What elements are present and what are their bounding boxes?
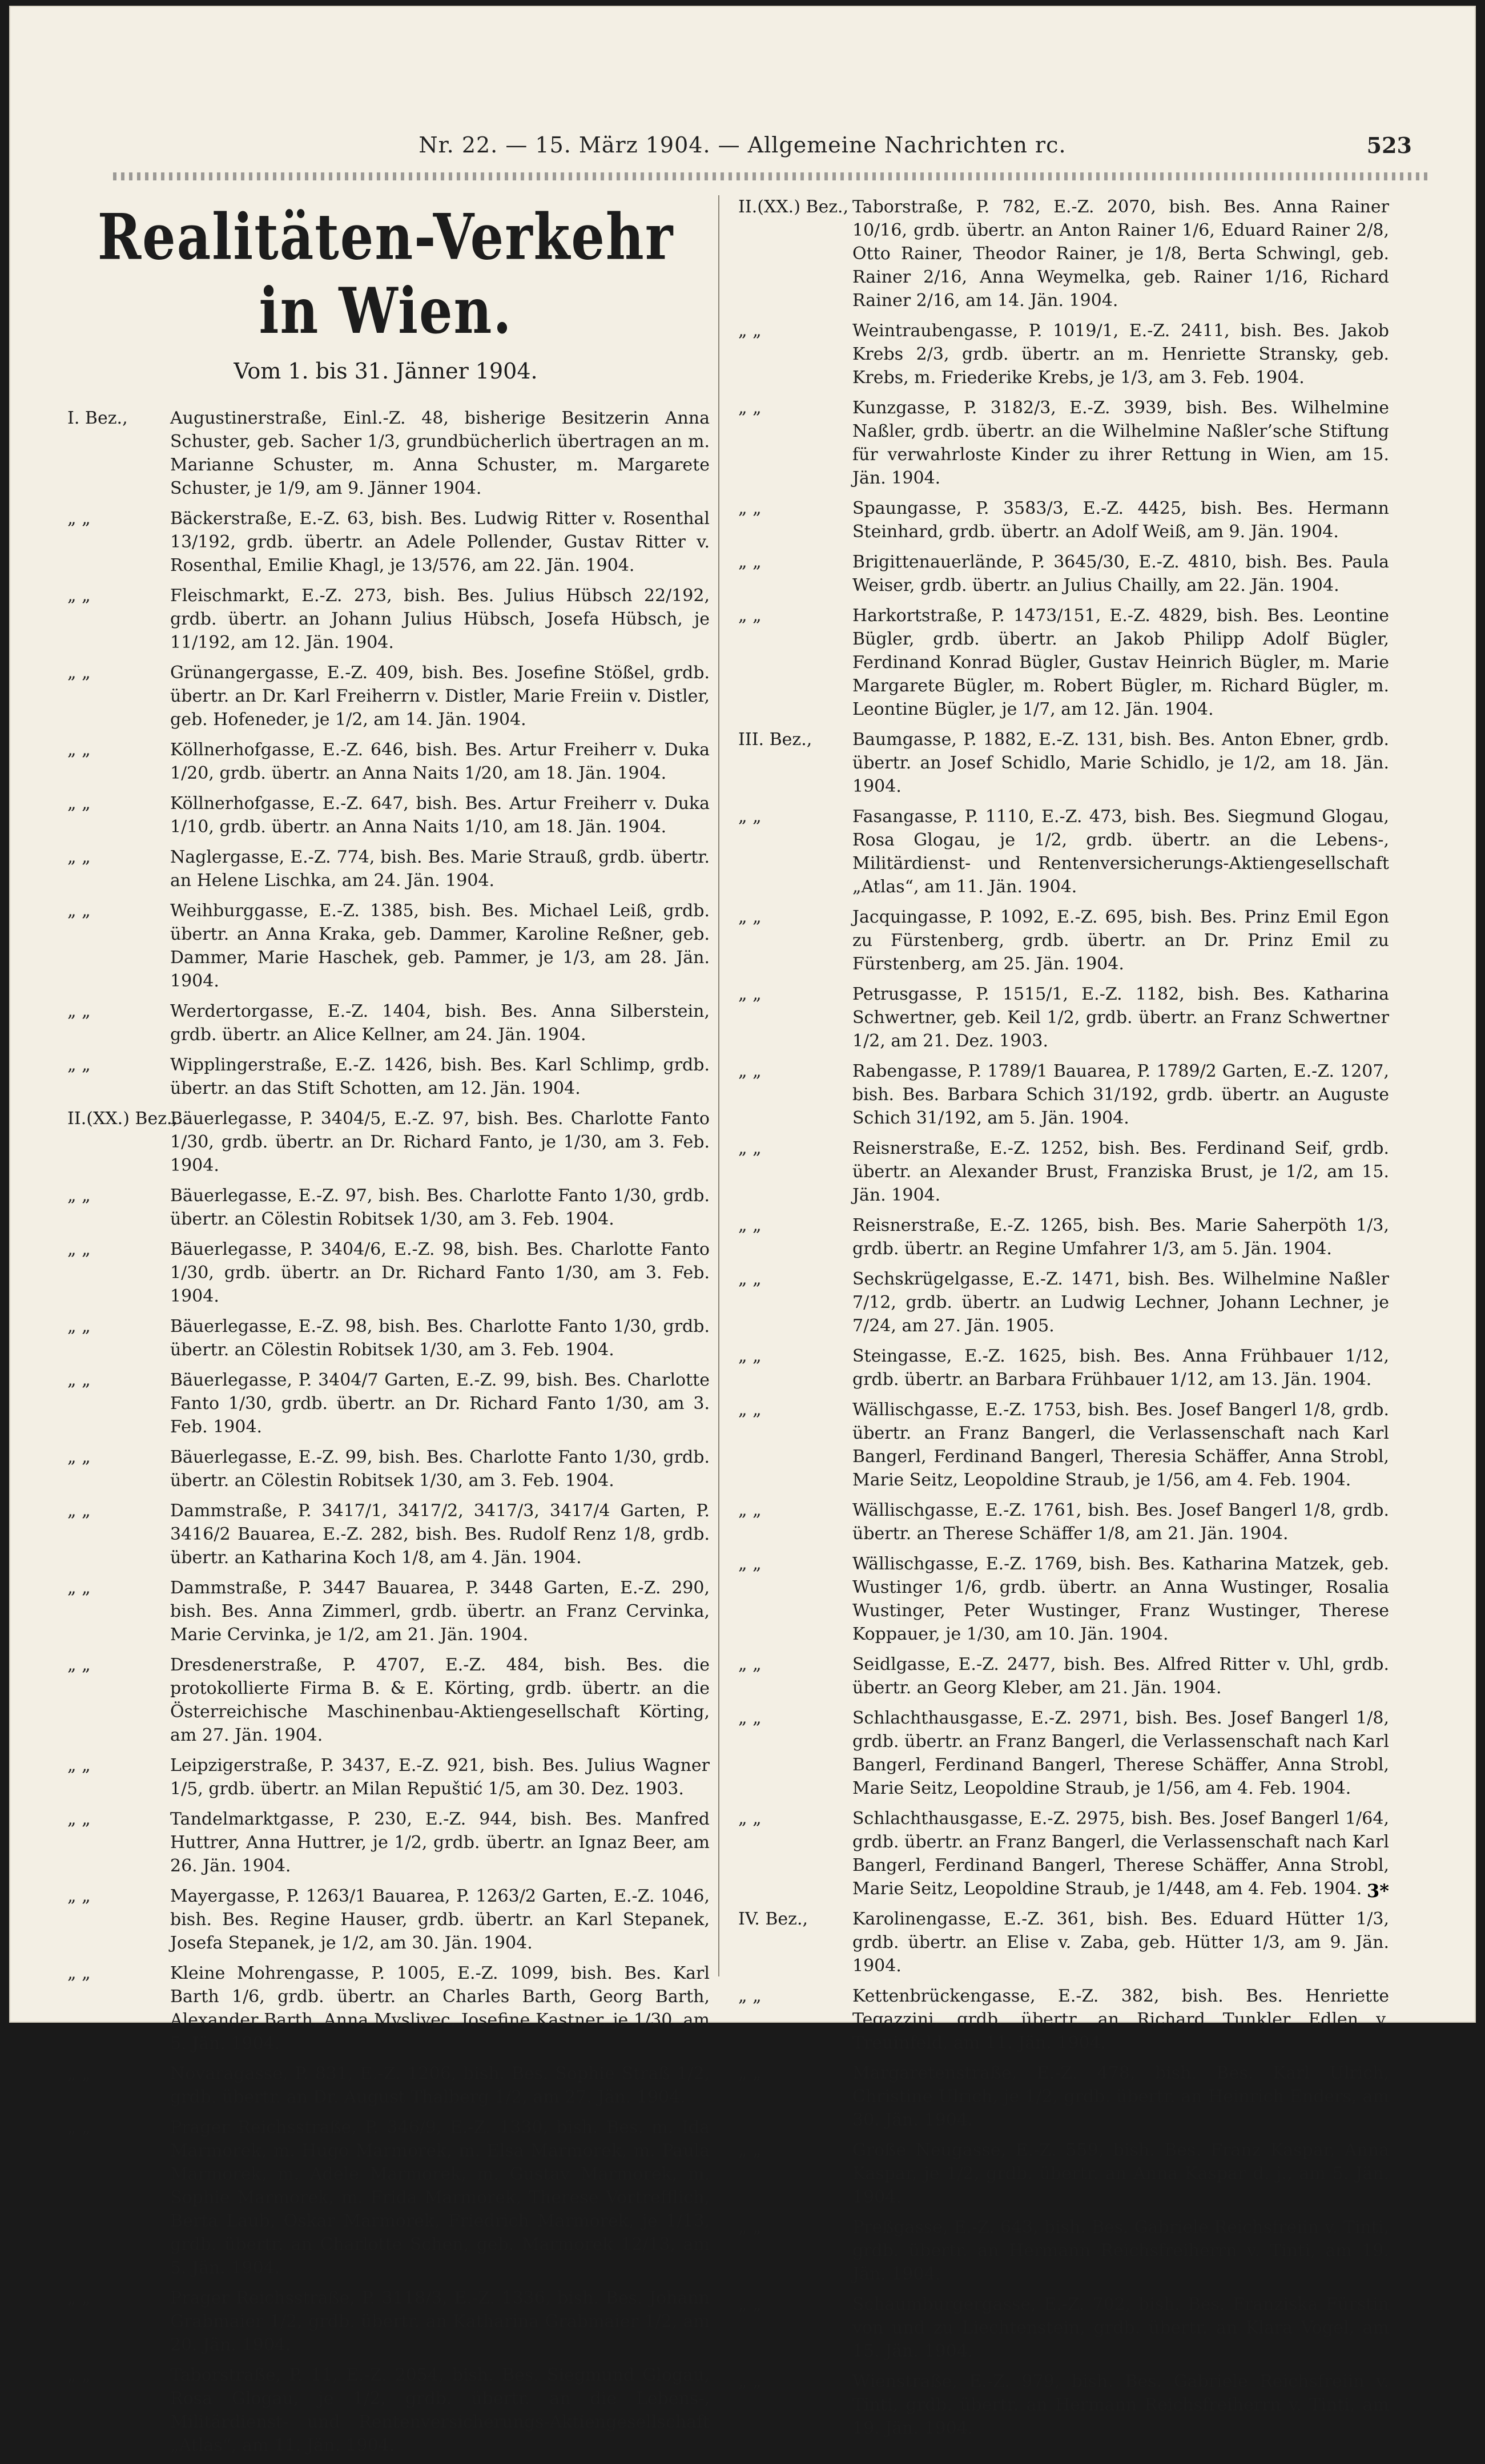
entry-text: Schaumburgergasse, E.-Z. 702, bish. Bes. Franziska Fürstin von und zu Liechtenstein, grdb. übertr. an Klara Vogel, am 15. Jän. 1904. xyxy=(852,2294,1389,2361)
entry-text: Fleischmarkt, E.-Z. 273, bish. Bes. Julius Hübsch 22/192, grdb. übertr. an Johann Julius Hübsch, Josefa Hübsch, je 11/192, am 12. Jän. 1904. xyxy=(170,586,710,653)
entry-text: Bäuerlegasse, P. 3404/7 Garten, E.-Z. 99, bish. Bes. Charlotte Fanto 1/30, grdb. übertr. an Dr. Richard Fanto 1/30, am 3. Feb. 1904. xyxy=(170,1370,710,1437)
list-item xyxy=(733,195,1389,312)
entry-text: Sechskrügelgasse, E.-Z. 1471, bish. Bes. Wilhelmine Naßler 7/12, grdb. übertr. an Ludwig Lechner, Johann Lechner, je 7/24, am 27. Jän. 1905. xyxy=(852,1269,1389,1336)
entry-text: Kettenbrückengasse, E.-Z. 382, bish. Bes. Henriette Tegazzini, grdb. übertr. an Richard Tunkler Edlen v. Treuinfeld, am 11. Jän. 1904. xyxy=(852,1986,1389,2053)
list-item xyxy=(62,1653,710,1747)
list-item xyxy=(62,1238,710,1308)
entry-text: Dammstraße, P. 3447 Bauarea, P. 3448 Garten, E.-Z. 290, bish. Bes. Anna Zimmerl, grdb. übertr. an Franz Cervinka, Marie Cervinka, je 1/2, am 21. Jän. 1904. xyxy=(170,1578,710,1645)
entry-district: „ „ xyxy=(67,663,91,683)
entry-district: „ „ xyxy=(67,901,91,921)
entry-district: „ „ xyxy=(67,1756,91,1775)
entry-district: „ „ xyxy=(738,606,762,626)
entry-text: Preßgasse, E.-Z. 643, bish. Bes. Gabriele Reichsfreiin v. Tinti, grdb. übertr. an Hermann Reichsfreiherrn v. Tinti, am 19. Jän. 1904. xyxy=(852,2217,1389,2284)
list-item xyxy=(733,1552,1389,1646)
header-rule xyxy=(113,172,1429,180)
entry-text: Harkortstraße, P. 1473/151, E.-Z. 4829, bish. Bes. Leontine Bügler, grdb. übertr. an Jakob Philipp Adolf Bügler, Ferdinand Konrad Bügler, Gustav Heinrich Bügler, m. Marie Margarete Bügler, m. Robert Bügler, m. Richard Bügler, m. Leontine Bügler, je 1/7, am 12. Jän. 1904. xyxy=(852,606,1389,719)
entry-district: „ „ xyxy=(67,1316,91,1336)
list-item xyxy=(62,584,710,654)
entry-district: „ „ xyxy=(738,984,762,1004)
list-item xyxy=(733,805,1389,899)
entry-text: Prager Reichsstraße, P. 346/9, E.-Z. 1330, bish. Bes. m. Ida Marmorek, m. Hugo Marmorek, m. Elsa Marmorek, m. Paula Marmorek, m. Adele Marmorek, m. Gustav Marmorek, m. Sophie Marmorek, m. Frida Marmorek, Therese Vortrefflich, Berta Laub, Oskar Marmorek, Friedrich Marmorek, je 1/13, grdb. übertr. an Charlotte Schen, geb. Marmorek 12/13, am 5. Jän. 1904. xyxy=(170,2117,710,2278)
list-item xyxy=(62,2286,710,2357)
entry-text: Leipzigerstraße, P. 3437, E.-Z. 921, bish. Bes. Julius Wagner 1/5, grdb. übertr. an Milan Repuštić 1/5, am 30. Dez. 1903. xyxy=(170,1756,710,1799)
entry-district: „ „ xyxy=(738,1654,762,1674)
entry-text: Kleine Mohrengasse, P. 1005, E.-Z. 1099, bish. Bes. Karl Barth 1/6, grdb. übertr. an Charles Barth, Georg Barth, Alexander Barth, Anna Myslivec, Josefine Kastner, je 1/30, am 5. Jän. 1904. xyxy=(170,1963,710,2054)
list-item xyxy=(733,1344,1389,1391)
entry-district: „ „ xyxy=(738,398,762,418)
list-item xyxy=(62,738,710,785)
entry-text: Reisnerstraße, E.-Z. 1252, bish. Bes. Ferdinand Seif, grdb. übertr. an Alexander Brust, Franziska Brust, je 1/2, am 15. Jän. 1904. xyxy=(852,1138,1389,1205)
running-title: Nr. 22. — 15. März 1904. — Allgemeine Nachrichten rc. xyxy=(418,132,1067,158)
entry-text: Wipplingerstraße, E.-Z. 1426, bish. Bes. Karl Schlimp, grdb. übertr. an das Stift Schotten, am 12. Jän. 1904. xyxy=(170,1055,710,1098)
list-item xyxy=(733,1398,1389,1492)
list-item xyxy=(733,604,1389,721)
list-item xyxy=(62,1000,710,1046)
entry-district: „ „ xyxy=(738,1500,762,1520)
document-page xyxy=(9,6,1476,2455)
list-item xyxy=(62,1446,710,1492)
entry-district: „ „ xyxy=(738,1400,762,1420)
list-item xyxy=(62,2364,710,2457)
list-item xyxy=(733,1984,1389,2055)
list-item xyxy=(62,2062,710,2109)
list-item xyxy=(733,1907,1389,1978)
list-item xyxy=(733,1060,1389,1130)
left-column xyxy=(62,195,710,2464)
entry-text: Bäuerlegasse, P. 3404/6, E.-Z. 98, bish. Bes. Charlotte Fanto 1/30, grdb. übertr. an Dr. Richard Fanto 1/30, am 3. Feb. 1904. xyxy=(170,1239,710,1306)
entry-district: „ „ xyxy=(738,1554,762,1574)
entry-text: Werdertorgasse, E.-Z. 1404, bish. Bes. Anna Silberstein, grdb. übertr. an Alice Kellner, am 24. Jän. 1904. xyxy=(170,1001,710,1045)
entry-district: „ „ xyxy=(67,1239,91,1259)
list-item xyxy=(733,1267,1389,1338)
entry-district: „ „ xyxy=(67,1447,91,1467)
entry-district: „ „ xyxy=(67,1370,91,1390)
entry-text: Wällischgasse, E.-Z. 1761, bish. Bes. Josef Bangerl 1/8, grdb. übertr. an Therese Schäffer 1/8, am 21. Jän. 1904. xyxy=(852,1500,1389,1544)
list-item xyxy=(62,1754,710,1801)
entry-district: „ „ xyxy=(67,2117,91,2137)
entry-text: Grünangergasse, E.-Z. 409, bish. Bes. Josefine Stößel, grdb. übertr. an Dr. Karl Freiherrn v. Distler, Marie Freiin v. Distler, geb. Hofeneder, je 1/2, am 14. Jän. 1904. xyxy=(170,663,710,730)
entry-text: Reisnerstraße, E.-Z. 1265, bish. Bes. Marie Saherpöth 1/3, grdb. übertr. an Regine Umfahrer 1/3, am 5. Jän. 1904. xyxy=(852,1215,1389,1259)
entry-text: Bäuerlegasse, E.-Z. 98, bish. Bes. Charlotte Fanto 1/30, grdb. übertr. an Cölestin Robitsek 1/30, am 3. Feb. 1904. xyxy=(170,1316,710,1360)
entry-text: Wällischgasse, E.-Z. 1753, bish. Bes. Josef Bangerl 1/8, grdb. übertr. an Franz Bangerl, die Verlassenschaft nach Karl Bangerl, Ferdinand Bangerl, Theresia Schäffer, Anna Strobl, Marie Seitz, Leopoldine Straub, je 1/56, am 4. Feb. 1904. xyxy=(852,1400,1389,1490)
list-item xyxy=(733,2216,1389,2286)
right-column xyxy=(733,195,1389,2447)
entry-district: „ „ xyxy=(67,1886,91,1906)
entry-district: II.(XX.) Bez., xyxy=(67,1109,178,1129)
entry-text: Schlachthausgasse, E.-Z. 2975, bish. Bes. Josef Bangerl 1/64, grdb. übertr. an Franz Bangerl, die Verlassenschaft nach Karl Bangerl, Ferdinand Bangerl, Therese Schäffer, Anna Strobl, Marie Seitz, Leopoldine Straub, je 1/448, am 4. Feb. 1904. xyxy=(852,1809,1389,1899)
entry-district: „ „ xyxy=(67,586,91,606)
entry-text: Brigittenauerlände, P. 3645/30, E.-Z. 4810, bish. Bes. Paula Weiser, grdb. übertr. an Julius Chailly, am 22. Jän. 1904. xyxy=(852,552,1389,595)
list-item xyxy=(62,1885,710,1955)
list-item xyxy=(733,1499,1389,1545)
entry-district: „ „ xyxy=(738,498,762,518)
list-item xyxy=(62,1499,710,1569)
entry-district: „ „ xyxy=(67,1501,91,1521)
entry-district: „ „ xyxy=(67,2064,91,2084)
running-header xyxy=(73,132,1412,164)
list-item xyxy=(62,846,710,892)
right-entry-list xyxy=(733,195,1389,2440)
list-item xyxy=(733,2370,1389,2440)
entry-district: III. Bez., xyxy=(738,730,812,750)
entry-text: Rabengasse, P. 1789/1 Bauarea, P. 1789/2 Garten, E.-Z. 1207, bish. Bes. Barbara Schich 31/192, grdb. übertr. an Auguste Schich 31/192, am 5. Jän. 1904. xyxy=(852,1061,1389,1128)
entry-text: Kunzgasse, P. 3182/3, E.-Z. 3939, bish. Bes. Wilhelmine Naßler, grdb. übertr. an die Wilhelmine Naßler’sche Stiftung für verwahrloste Kinder zu ihrer Rettung in Wien, am 15. Jän. 1904. xyxy=(852,398,1389,488)
list-item xyxy=(62,1962,710,2055)
entry-text: Köllnerhofgasse, E.-Z. 646, bish. Bes. Artur Freiherr v. Duka 1/20, grdb. übertr. an Anna Naits 1/20, am 18. Jän. 1904. xyxy=(170,740,710,783)
entry-text: Prager Reichsstraße, P. 3118/3, E.-Z. 1336, bish. Bes. Johann Grabmaier 1/2, grdb. übertr. an Katharina Grabmaier 1/2, am 20. Jän. 1904. xyxy=(170,2288,710,2355)
entry-district: „ „ xyxy=(738,321,762,341)
entry-district: „ „ xyxy=(738,1215,762,1235)
list-item xyxy=(733,1706,1389,1800)
page-number: 523 xyxy=(1366,132,1412,158)
entry-text: Naglergasse, E.-Z. 774, bish. Bes. Marie Strauß, grdb. übertr. an Helene Lischka, am 24. Jän. 1904. xyxy=(170,847,710,891)
list-item xyxy=(733,550,1389,597)
entry-text: Taborstraße, P. 782, E.-Z. 2070, bish. Bes. Anna Rainer 10/16, grdb. übertr. an Anton Rainer 1/6, Eduard Rainer 2/8, Otto Rainer, Theodor Rainer, je 1/8, Berta Schwingl, geb. Rainer 2/16, Anna Weymelka, geb. Rainer 1/16, Richard Rainer 2/16, am 14. Jän. 1904. xyxy=(852,197,1389,311)
entry-district: „ „ xyxy=(738,2294,762,2314)
entry-district: „ „ xyxy=(738,1138,762,1158)
list-item xyxy=(62,1315,710,1362)
entry-text: Augustinerstraße, Einl.-Z. 48, bisherige Besitzerin Anna Schuster, geb. Sacher 1/3, grundbücherlich übertragen an m. Marianne Schuster, m. Anna Schuster, m. Margarete Schuster, je 1/9, am 9. Jänner 1904. xyxy=(170,408,710,498)
entry-district: „ „ xyxy=(738,2372,762,2391)
entry-district: „ „ xyxy=(67,794,91,814)
entry-text: Novaragasse, P. 831, E.-Z. 1206, bish. Bes. Sophie Straß 1/2, grdb. übertr. an Dr. August Thalberg 1/2, am 27. Jän. 1904. xyxy=(170,2064,710,2107)
list-item xyxy=(733,1214,1389,1261)
entry-text: Dresdenerstraße, P. 4707, E.-Z. 484, bish. Bes. die protokollierte Firma B. & E. Körting, grdb. übertr. an die Österreichische Maschinenbau-Aktiengesellschaft Körting, am 27. Jän. 1904. xyxy=(170,1655,710,1745)
entry-district: „ „ xyxy=(738,807,762,827)
list-item xyxy=(62,792,710,839)
entry-text: Schlachthausgasse, E.-Z. 2971, bish. Bes. Josef Bangerl 1/8, grdb. übertr. an Franz Bangerl, die Verlassenschaft nach Karl Bangerl, Ferdinand Bangerl, Therese Schäffer, Anna Strobl, Marie Seitz, Leopoldine Straub, je 1/56, am 4. Feb. 1904. xyxy=(852,1708,1389,1798)
entry-text: Weintraubengasse, P. 1019/1, E.-Z. 2411, bish. Bes. Jakob Krebs 2/3, grdb. übertr. an m. Henriette Stransky, geb. Krebs, m. Friederike Krebs, je 1/3, am 3. Feb. 1904. xyxy=(852,321,1389,388)
signature-mark: 3* xyxy=(1367,1880,1389,1902)
list-item xyxy=(733,396,1389,490)
list-item xyxy=(62,406,710,500)
entry-district: „ „ xyxy=(67,1055,91,1075)
entry-text: Wällischgasse, E.-Z. 1769, bish. Bes. Katharina Matzek, geb. Wustinger 1/6, grdb. übertr. an Anna Wustinger, Rosalia Wustinger, Peter Wustinger, Franz Wustinger, Therese Koppauer, je 1/30, am 10. Jän. 1904. xyxy=(852,1554,1389,1644)
entry-district: „ „ xyxy=(738,2140,762,2160)
list-item xyxy=(62,507,710,577)
left-entry-list xyxy=(62,406,710,2457)
entry-district: „ „ xyxy=(738,552,762,572)
list-item xyxy=(733,319,1389,389)
entry-text: Bäuerlegasse, P. 3404/5, E.-Z. 97, bish. Bes. Charlotte Fanto 1/30, grdb. übertr. an Dr. Richard Fanto, je 1/30, am 3. Feb. 1904. xyxy=(170,1109,710,1175)
page-title: Realitäten-Verkehr in Wien. xyxy=(97,200,674,348)
list-item xyxy=(733,2139,1389,2209)
entry-district: „ „ xyxy=(738,1708,762,1728)
entry-district: „ „ xyxy=(67,509,91,529)
list-item xyxy=(733,1137,1389,1207)
entry-text: Margaretenstraße, E.-Z. 478, bish. Bes. Karl Ulrich, Christine Ulrich, je 1/2, grdb. übertr. an Heinrich Enders, am 30. Jän. 1904. xyxy=(852,2063,1389,2130)
entry-district: „ „ xyxy=(738,1986,762,2006)
list-item xyxy=(733,2062,1389,2132)
entry-district: II.(XX.) Bez., xyxy=(738,197,849,217)
list-item xyxy=(62,1368,710,1439)
list-item xyxy=(733,728,1389,798)
entry-district: „ „ xyxy=(738,1061,762,1081)
entry-district: „ „ xyxy=(738,1809,762,1829)
list-item xyxy=(62,899,710,993)
entry-district: „ „ xyxy=(738,1346,762,1366)
entry-text: Taborstraße, P. 11, E.-Z. 2054, bish. Bes. Siegmund Glogau, Rosa Glogau, je 1/2, grdb. übertr. an die Lebens-, Militärdienst- und Rentenversicherungs-Aktiengesellschaft „Atlas“, am 11. Jän. 1904. xyxy=(170,2365,710,2455)
entry-text: Seidlgasse, E.-Z. 2477, bish. Bes. Alfred Ritter v. Uhl, grdb. übertr. an Georg Kleber, am 21. Jän. 1904. xyxy=(852,1654,1389,1698)
entry-text: Dammstraße, P. 3417/1, 3417/2, 3417/3, 3417/4 Garten, P. 3416/2 Bauarea, E.-Z. 282, bish. Bes. Rudolf Renz 1/8, grdb. übertr. an Katharina Koch 1/8, am 4. Jän. 1904. xyxy=(170,1501,710,1568)
list-item xyxy=(733,1653,1389,1700)
list-item xyxy=(733,2293,1389,2363)
list-item xyxy=(62,2116,710,2280)
list-item xyxy=(62,1807,710,1878)
entry-district: „ „ xyxy=(67,2365,91,2385)
entry-district: „ „ xyxy=(67,1186,91,1206)
list-item xyxy=(733,1807,1389,1901)
entry-district: „ „ xyxy=(67,1578,91,1598)
entry-text: Bäckerstraße, E.-Z. 63, bish. Bes. Ludwig Ritter v. Rosenthal 13/192, grdb. übertr. an Adele Pollender, Gustav Ritter v. Rosenthal, Emilie Khagl, je 13/576, am 22. Jän. 1904. xyxy=(170,509,710,575)
entry-district: „ „ xyxy=(67,847,91,867)
entry-text: Weihburggasse, E.-Z. 1385, bish. Bes. Michael Leiß, grdb. übertr. an Anna Kraka, geb. Dammer, Karoline Reßner, geb. Dammer, Marie Haschek, geb. Pammer, je 1/3, am 28. Jän. 1904. xyxy=(170,901,710,991)
list-item xyxy=(62,661,710,731)
entry-district: I. Bez., xyxy=(67,408,128,428)
entry-district: „ „ xyxy=(738,1269,762,1289)
list-item xyxy=(62,1184,710,1231)
column-divider xyxy=(718,195,719,1976)
entry-district: „ „ xyxy=(738,2063,762,2083)
entry-text: Bäuerlegasse, E.-Z. 99, bish. Bes. Charlotte Fanto 1/30, grdb. übertr. an Cölestin Robitsek 1/30, am 3. Feb. 1904. xyxy=(170,1447,710,1491)
list-item xyxy=(733,983,1389,1053)
entry-text: Spaungasse, P. 3583/3, E.-Z. 4425, bish. Bes. Hermann Steinhard, grdb. übertr. an Adolf Weiß, am 9. Jän. 1904. xyxy=(852,498,1389,542)
entry-text: Bäuerlegasse, E.-Z. 97, bish. Bes. Charlotte Fanto 1/30, grdb. übertr. an Cölestin Robitsek 1/30, am 3. Feb. 1904. xyxy=(170,1186,710,1229)
entry-district: „ „ xyxy=(67,1963,91,1983)
list-item xyxy=(733,497,1389,543)
list-item xyxy=(62,1576,710,1646)
entry-text: Tandelmarktgasse, P. 230, E.-Z. 944, bish. Bes. Manfred Huttrer, Anna Huttrer, je 1/2, grdb. übertr. an Ignaz Beer, am 26. Jän. 1904. xyxy=(170,1809,710,1876)
entry-text: Fasangasse, P. 1110, E.-Z. 473, bish. Bes. Siegmund Glogau, Rosa Glogau, je 1/2, grdb. übertr. an die Lebens-, Militärdienst- und Rentenversicherungs-Aktiengesellschaft „Atlas“, am 11. Jän. 1904. xyxy=(852,807,1389,897)
entry-text: Baumgasse, P. 1882, E.-Z. 131, bish. Bes. Anton Ebner, grdb. übertr. an Josef Schidlo, Marie Schidlo, je 1/2, am 18. Jän. 1904. xyxy=(852,730,1389,796)
entry-district: „ „ xyxy=(738,907,762,927)
entry-text: Jacquingasse, P. 1092, E.-Z. 695, bish. Bes. Prinz Emil Egon zu Fürstenberg, grdb. übertr. an Dr. Prinz Emil zu Fürstenberg, am 25. Jän. 1904. xyxy=(852,907,1389,974)
entry-district: „ „ xyxy=(67,1655,91,1675)
entry-text: Steingasse, E.-Z. 1625, bish. Bes. Anna Frühbauer 1/12, grdb. übertr. an Barbara Frühbauer 1/12, am 13. Jän. 1904. xyxy=(852,1346,1389,1390)
entry-text: Karolinengasse, E.-Z. 361, bish. Bes. Eduard Hütter 1/3, grdb. übertr. an Elise v. Zaba, geb. Hütter 1/3, am 9. Jän. 1904. xyxy=(852,1909,1389,1976)
list-item xyxy=(733,905,1389,976)
entry-district: „ „ xyxy=(738,2217,762,2237)
list-item xyxy=(62,1107,710,1177)
list-item xyxy=(62,1053,710,1100)
entry-district: „ „ xyxy=(67,2288,91,2308)
page-subtitle: Vom 1. bis 31. Jänner 1904. xyxy=(234,359,538,384)
entry-district: „ „ xyxy=(67,740,91,760)
entry-district: IV. Bez., xyxy=(738,1909,808,1929)
entry-text: Große Neugasse, E.-Z. 559, bish. Bes. Franz Kaspar, Anna Kaspar, je 1/2, grdb. übertr. an Anna Kaspar d. j., am 5. Jän. 1904. xyxy=(852,2140,1389,2207)
entry-text: Petrusgasse, P. 1515/1, E.-Z. 1182, bish. Bes. Katharina Schwertner, geb. Keil 1/2, grdb. übertr. an Franz Schwertner 1/2, am 21. Dez. 1903. xyxy=(852,984,1389,1051)
entry-text: Köllnerhofgasse, E.-Z. 647, bish. Bes. Artur Freiherr v. Duka 1/10, grdb. übertr. an Anna Naits 1/10, am 18. Jän. 1904. xyxy=(170,794,710,837)
entry-text: Wienstraße, E.-Z. 979, bish. Bes. Gabriele Reichsfreiin v. Tinti, grdb. übertr. an Hermann Reichsfreiherrn v. Tinti, am 19. Jän. 1904. xyxy=(852,2372,1389,2438)
entry-text: Mayergasse, P. 1263/1 Bauarea, P. 1263/2 Garten, E.-Z. 1046, bish. Bes. Regine Hauser, grdb. übertr. an Karl Stepanek, Josefa Stepanek, je 1/2, am 30. Jän. 1904. xyxy=(170,1886,710,1953)
entry-district: „ „ xyxy=(67,1001,91,1021)
entry-district: „ „ xyxy=(67,1809,91,1829)
